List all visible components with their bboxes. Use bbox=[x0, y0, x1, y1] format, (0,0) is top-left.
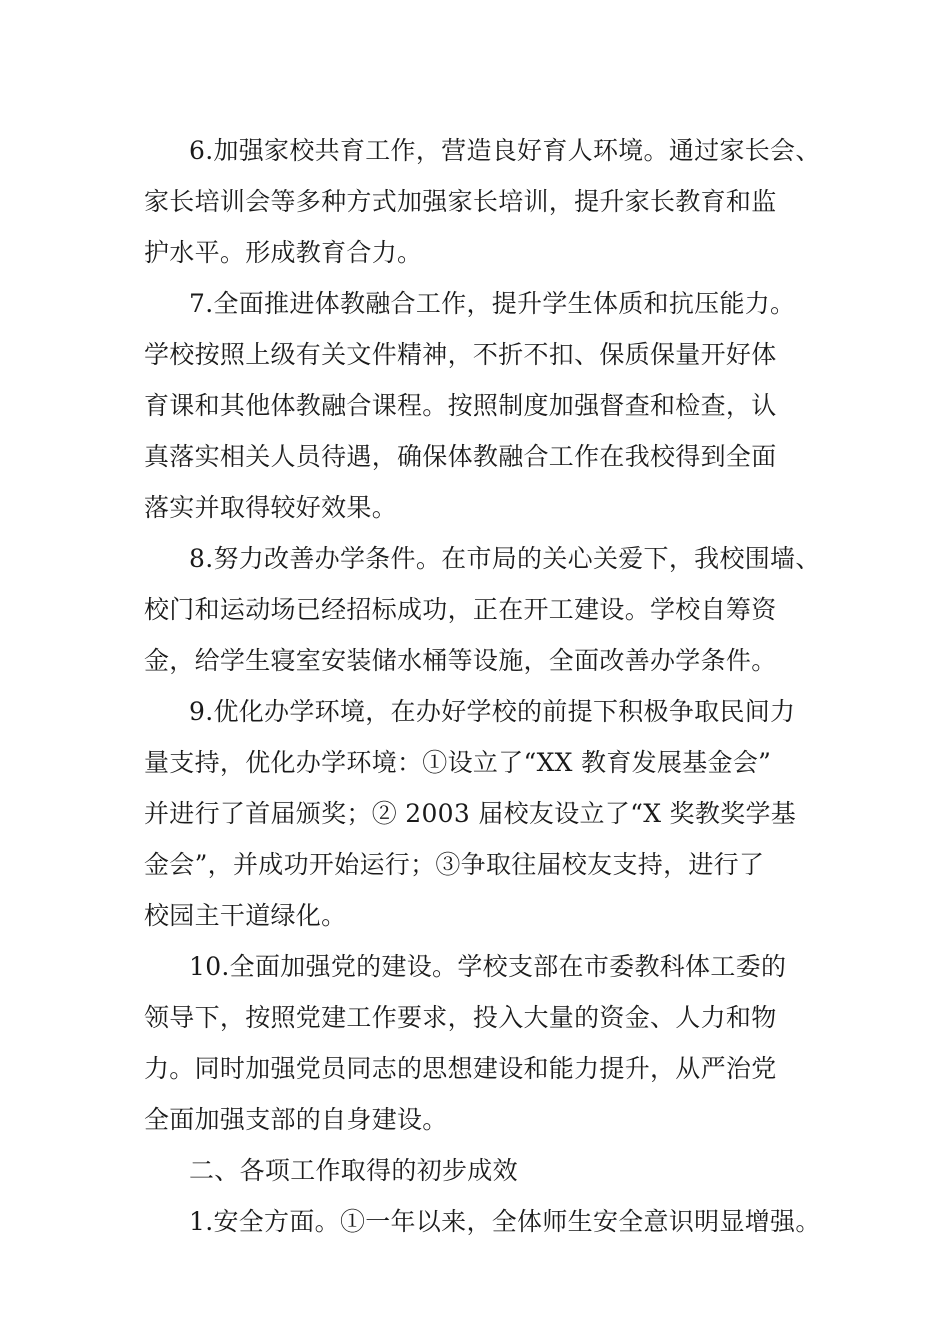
text-line: 并进行了首届颁奖；② 2003 届校友设立了“X 奖教奖学基 bbox=[144, 799, 797, 828]
text-line: 真落实相关人员待遇，确保体教融合工作在我校得到全面 bbox=[144, 442, 777, 471]
text-line: 量支持，优化办学环境：①设立了“XX 教育发展基金会” bbox=[144, 748, 772, 777]
text-line: 全面加强支部的自身建设。 bbox=[144, 1105, 448, 1134]
text-line: 力。同时加强党员同志的思想建设和能力提升，从严治党 bbox=[144, 1054, 777, 1083]
text-line: 护水平。形成教育合力。 bbox=[144, 238, 423, 267]
text-line: 7.全面推进体教融合工作，提升学生体质和抗压能力。 bbox=[189, 289, 796, 318]
text-line: 金会”，并成功开始运行；③争取往届校友支持，进行了 bbox=[144, 850, 765, 879]
text-line: 领导下，按照党建工作要求，投入大量的资金、人力和物 bbox=[144, 1003, 777, 1032]
text-line: 校园主干道绿化。 bbox=[144, 901, 347, 930]
text-line: 育课和其他体教融合课程。按照制度加强督查和检查，认 bbox=[144, 391, 777, 420]
text-line: 校门和运动场已经招标成功，正在开工建设。学校自筹资 bbox=[144, 595, 777, 624]
text-line: 6.加强家校共育工作，营造良好育人环境。通过家长会、 bbox=[189, 136, 821, 165]
text-line: 10.全面加强党的建设。学校支部在市委教科体工委的 bbox=[189, 952, 787, 981]
text-line: 金，给学生寝室安装储水桶等设施，全面改善办学条件。 bbox=[144, 646, 777, 675]
text-line: 学校按照上级有关文件精神，不折不扣、保质保量开好体 bbox=[144, 340, 777, 369]
text-line: 家长培训会等多种方式加强家长培训，提升家长教育和监 bbox=[144, 187, 777, 216]
text-line: 落实并取得较好效果。 bbox=[144, 493, 398, 522]
text-line: 8.努力改善办学条件。在市局的关心关爱下，我校围墙、 bbox=[189, 544, 821, 573]
text-line: 9.优化办学环境，在办好学校的前提下积极争取民间力 bbox=[189, 697, 796, 726]
section-heading: 二、各项工作取得的初步成效 bbox=[189, 1156, 518, 1185]
text-line: 1.安全方面。①一年以来，全体师生安全意识明显增强。 bbox=[189, 1207, 821, 1236]
